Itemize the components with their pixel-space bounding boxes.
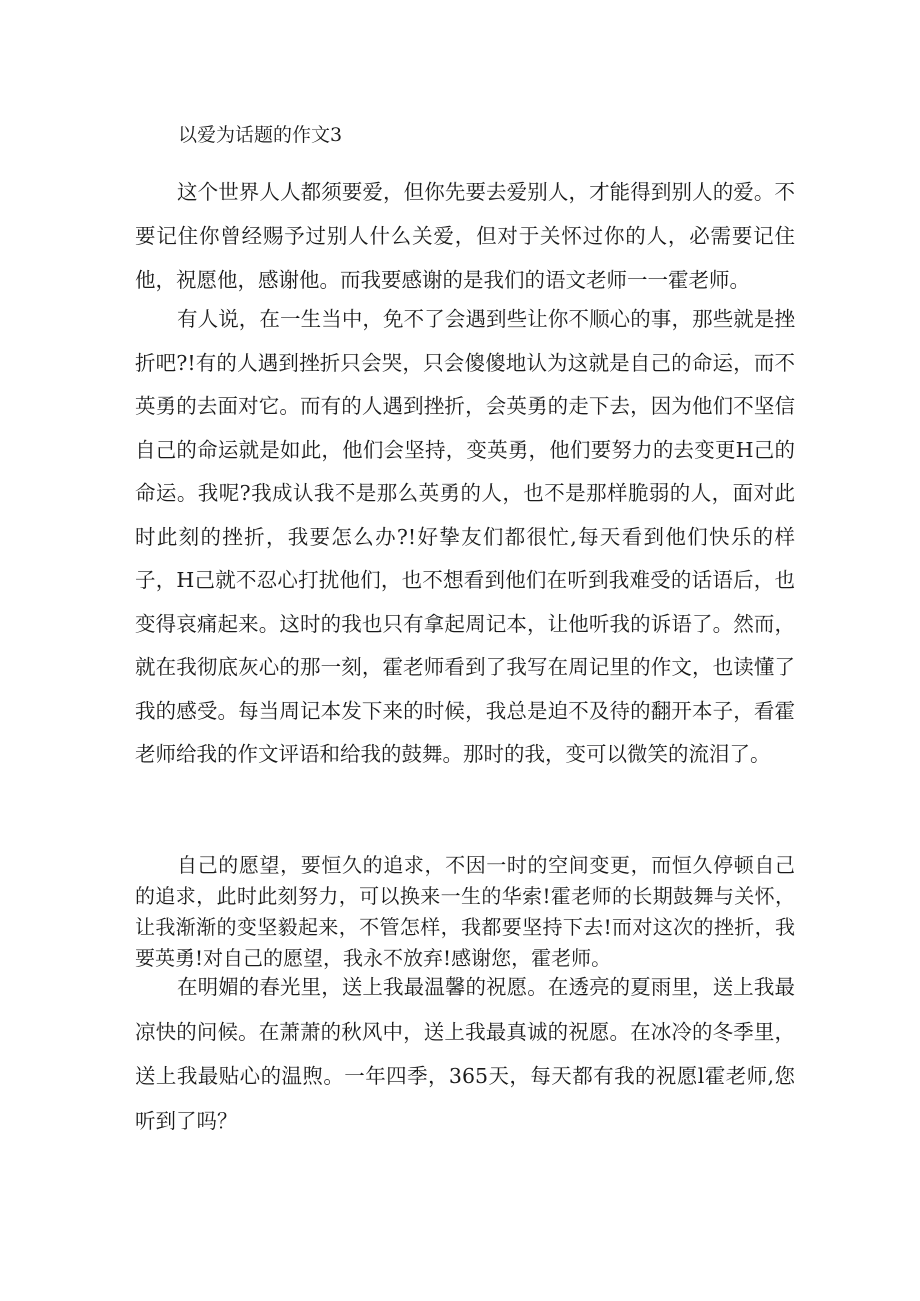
paragraph-2: 有人说，在一生当中，免不了会遇到些让你不顺心的事，那些就是挫折吧?!有的人遇到挫折只会哭，只会傻傻地认为这就是自己的命运，而不英勇的去面对它。而有的人遇到挫折，会英勇的走下去，因为他们不坚信自己的命运就是如此，他们会坚持，变英勇，他们要努力的去变更H己的命运。我呢?我成认我不是那么英勇的人，也不是那样脆弱的人，面对此时此刻的挫折，我要怎么办?!好挚友们都很忙,每天看到他们快乐的样子，H己就不忍心打扰他们，也不想看到他们在听到我难受的话语后，也变得哀痛起来。这时的我也只有拿起周记本，让他听我的诉语了。然而，就在我彻底灰心的那一刻，霍老师看到了我写在周记里的作文，也读懂了我的感受。每当周记本发下来的时候，我总是迫不及待的翻开本子，看霍老师给我的作文评语和给我的鼓舞。那时的我，变可以微笑的流泪了。	[135, 307, 795, 766]
paragraph-1: 这个世界人人都须要爱，但你先要去爱别人，才能得到别人的爱。不要记住你曾经赐予过别人什么关爱，但对于关怀过你的人，必需要记住他，祝愿他，感谢他。而我要感谢的是我们的语文老师一一霍老师。	[135, 180, 795, 292]
paragraph-3: 自己的愿望，要恒久的追求，不因一时的空间变更，而恒久停顿自己的追求，此时此刻努力，可以换来一生的华索!霍老师的长期鼓舞与关怀，让我渐渐的变坚毅起来，不管怎样，我都要坚持下去!而对这次的挫折，我要英勇!对自己的愿望，我永不放弃!感谢您，霍老师。	[135, 853, 795, 970]
paragraph-4: 在明媚的春光里，送上我最温馨的祝愿。在透亮的夏雨里，送上我最凉快的问候。在萧萧的秋风中，送上我最真诚的祝愿。在冰冷的冬季里，送上我最贴心的温煦。一年四季，365天，每天都有我的祝愿l霍老师,您听到了吗？	[135, 975, 795, 1133]
document-title: 以爱为话题的作文3	[178, 124, 343, 146]
